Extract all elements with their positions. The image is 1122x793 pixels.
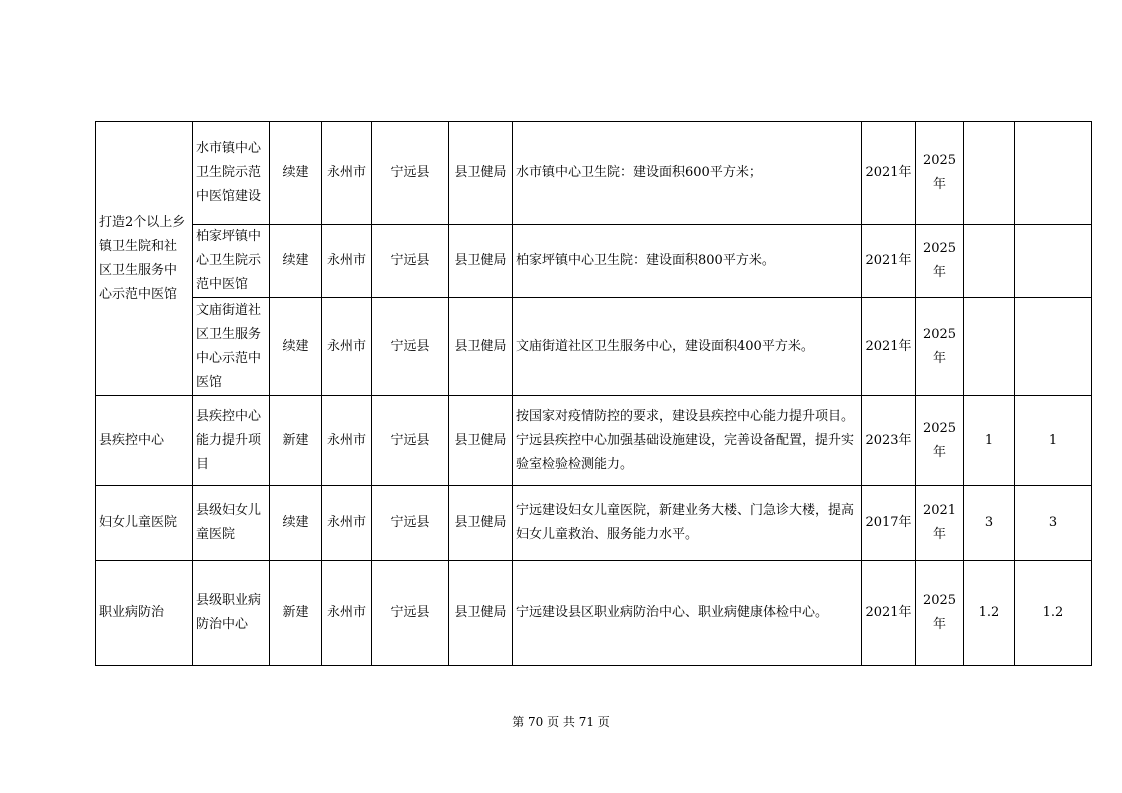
table-row [96,486,1092,561]
total-investment-cell: 1 [964,396,1015,486]
start-year-cell: 2021年 [862,298,916,396]
start-year-cell: 2023年 [862,396,916,486]
county-cell: 宁远县 [372,486,449,561]
department-cell: 县卫健局 [449,122,513,225]
construction-type-cell: 新建 [270,561,322,666]
city-cell: 永州市 [322,396,372,486]
category-cell: 县疾控中心 [96,396,193,486]
total-investment-cell [964,225,1015,298]
city-cell: 永州市 [322,225,372,298]
city-cell: 永州市 [322,486,372,561]
page-number-footer: 第 70 页 共 71 页 [512,715,610,729]
total-investment-cell: 3 [964,486,1015,561]
start-year-cell: 2021年 [862,225,916,298]
table-row [96,122,1092,225]
project-name-cell: 文庙街道社区卫生服务中心示范中医馆 [193,298,270,396]
department-cell: 县卫健局 [449,298,513,396]
category-cell: 妇女儿童医院 [96,486,193,561]
end-year-cell: 2025年 [916,122,964,225]
county-cell: 宁远县 [372,122,449,225]
content-cell: 文庙街道社区卫生服务中心，建设面积400平方米。 [513,298,862,396]
planned-investment-cell: 3 [1015,486,1092,561]
construction-type-cell: 续建 [270,225,322,298]
planned-investment-cell [1015,225,1092,298]
start-year-cell: 2021年 [862,561,916,666]
end-year-cell: 2025年 [916,298,964,396]
total-investment-cell [964,298,1015,396]
planned-investment-cell [1015,122,1092,225]
total-investment-cell: 1.2 [964,561,1015,666]
total-investment-cell [964,122,1015,225]
city-cell: 永州市 [322,122,372,225]
project-name-cell: 县级职业病防治中心 [193,561,270,666]
construction-type-cell: 续建 [270,486,322,561]
county-cell: 宁远县 [372,561,449,666]
start-year-cell: 2017年 [862,486,916,561]
table-row [96,298,1092,396]
end-year-cell: 2025年 [916,561,964,666]
city-cell: 永州市 [322,298,372,396]
department-cell: 县卫健局 [449,486,513,561]
project-name-cell: 水市镇中心卫生院示范中医馆建设 [193,122,270,225]
content-cell: 宁远建设县区职业病防治中心、职业病健康体检中心。 [513,561,862,666]
county-cell: 宁远县 [372,298,449,396]
project-name-cell: 县疾控中心能力提升项目 [193,396,270,486]
end-year-cell: 2021年 [916,486,964,561]
project-table [95,121,1092,666]
table-row [96,225,1092,298]
planned-investment-cell: 1.2 [1015,561,1092,666]
project-name-cell: 柏家坪镇中心卫生院示范中医馆 [193,225,270,298]
city-cell: 永州市 [322,561,372,666]
table-row [96,396,1092,486]
category-cell: 职业病防治 [96,561,193,666]
construction-type-cell: 续建 [270,298,322,396]
department-cell: 县卫健局 [449,396,513,486]
content-cell: 水市镇中心卫生院：建设面积600平方米； [513,122,862,225]
category-cell: 打造2个以上乡镇卫生院和社区卫生服务中心示范中医馆 [96,122,193,396]
end-year-cell: 2025年 [916,225,964,298]
planned-investment-cell: 1 [1015,396,1092,486]
county-cell: 宁远县 [372,396,449,486]
start-year-cell: 2021年 [862,122,916,225]
table-row [96,561,1092,666]
content-cell: 按国家对疫情防控的要求，建设县疾控中心能力提升项目。宁远县疾控中心加强基础设施建设，完善设备配置，提升实验室检验检测能力。 [513,396,862,486]
content-cell: 宁远建设妇女儿童医院，新建业务大楼、门急诊大楼，提高妇女儿童救治、服务能力水平。 [513,486,862,561]
county-cell: 宁远县 [372,225,449,298]
project-name-cell: 县级妇女儿童医院 [193,486,270,561]
planned-investment-cell [1015,298,1092,396]
content-cell: 柏家坪镇中心卫生院：建设面积800平方米。 [513,225,862,298]
construction-type-cell: 新建 [270,396,322,486]
department-cell: 县卫健局 [449,561,513,666]
department-cell: 县卫健局 [449,225,513,298]
end-year-cell: 2025年 [916,396,964,486]
construction-type-cell: 续建 [270,122,322,225]
